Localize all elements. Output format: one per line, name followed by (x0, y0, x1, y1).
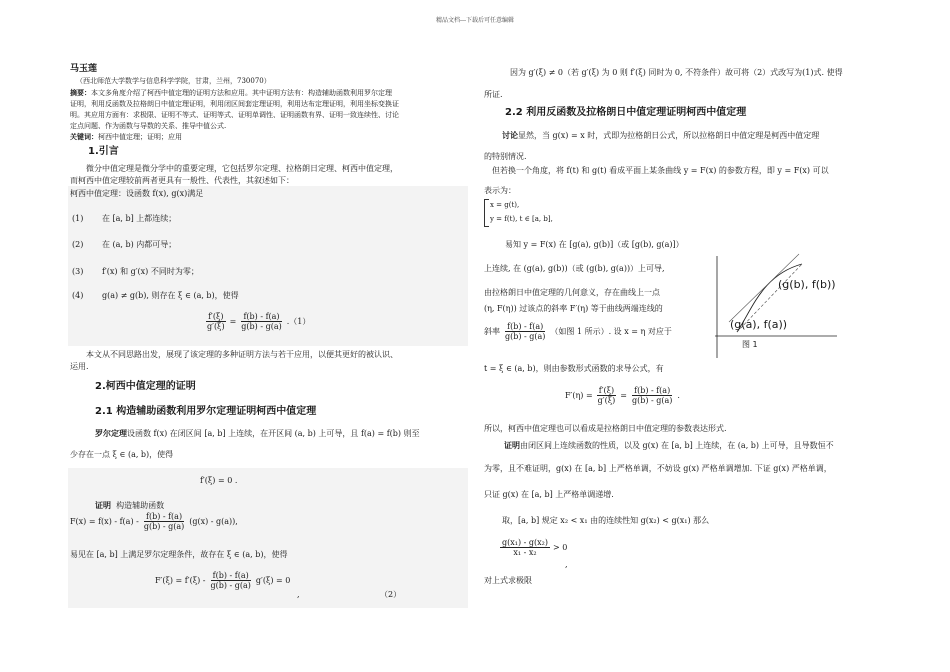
eq1-left-fraction: $\frac{f'(\xi)}{g'(\xi)}$ (207, 312, 225, 331)
intro-p1: 微分中值定理是微分学中的重要定理，它包括罗尔定理、拉格朗日定理、柯西中值定理， (86, 164, 398, 173)
section-2-2-title: 2.2 利用反函数及拉格朗日中值定理证明柯西中值定理 (505, 107, 747, 118)
right-p13: 为零，且不难证明，g(x) 在 [a, b] 上严格单调，不妨设 g(x) 严格单调增加. 下证 g(x) 严格单调， (484, 464, 832, 473)
discussion-line-3: 但若换一个角度，将 f(t) 和 g(t) 看成平面上某条曲线 y = F(x) 的参数方程，即 y = F(x) 可以 (492, 166, 829, 175)
abstract-line-2: 证明，利用反函数及拉格朗日中值定理证明，利用闭区间套定理证明，利用达布定理证明，利用坐标变换证 (70, 100, 399, 108)
condition-2: 在 (a, b) 内都可导； (102, 240, 177, 249)
inequality-comma: , (565, 560, 568, 569)
section-1-title: 1.引言 (88, 146, 119, 157)
discussion-line-1: 讨论显然，当 g(x) = x 时，式即为拉格朗日公式，所以拉格朗日中值定理是柯西中值定理 (502, 130, 820, 140)
rolle-line-2: 少存在一点 ξ ∈ (a, b)，使得 (70, 450, 174, 459)
section-2-title: 2.柯西中值定理的证明 (95, 381, 196, 392)
intro-p2: 而柯西中值定理较前两者更具有一般性、代表性，其叙述如下： (70, 176, 294, 185)
rolle-equation: f′(ξ) = 0 . (200, 476, 238, 485)
param-brace (484, 199, 489, 227)
figure-label-a: (g(a), f(a)) (730, 318, 788, 331)
abstract-line-1: 摘要：本文多角度介绍了柯西中值定理的证明方法和应用。其中证明方法有：构造辅助函数利用罗尔定理 (70, 88, 392, 97)
rolle-applies-text: 易见在 [a, b] 上满足罗尔定理条件，故存在 ξ ∈ (a, b)，使得 (70, 550, 288, 559)
right-p15: 取，[a, b] 规定 x₂ < x₁ 由的连续性知 g(x₂) < g(x₁) 那么 (502, 516, 710, 525)
right-p0: 因为 g′(ξ) ≠ 0（若 g′(ξ) 为 0 则 f′(ξ) 同时为 0, 不符条件）故可将（2）式改写为(1)式. 使得 (510, 68, 843, 77)
cauchy-theorem-statement: 柯西中值定理：设函数 f(x), g(x)满足 (70, 189, 204, 198)
page-header: 精品文档---下载后可任意编辑 (435, 17, 515, 24)
section-2-1-title: 2.1 构造辅助函数利用罗尔定理证明柯西中值定理 (95, 406, 317, 417)
condition-1: 在 [a, b] 上都连续； (102, 214, 177, 223)
right-p10: t = ξ ∈ (a, b)，则由参数形式函数的求导公式，有 (484, 364, 664, 373)
equation-2-tag: （2） (380, 590, 402, 599)
condition-2-number: (2) (72, 240, 84, 249)
proof-label-2: 证明 (504, 440, 520, 450)
right-p8: (η, F(η)) 过该点的斜率 F′(η) 等于曲线两端连线的 (484, 304, 663, 313)
discussion-line-4: 表示为： (484, 186, 516, 195)
param-eq-y: y = f(t), t ∈ [a, b], (490, 215, 553, 223)
condition-3-number: (3) (72, 267, 84, 276)
right-p16: 对上式求极限 (484, 576, 532, 585)
author: 马玉莲 (70, 64, 98, 74)
abstract-line-4: 定点问题、作为函数与导数的关系、推导中值公式. (70, 122, 227, 130)
discussion-label: 讨论 (502, 130, 518, 140)
param-eq-x: x = g(t), (490, 201, 520, 209)
right-p7: 由拉格朗日中值定理的几何意义，存在曲线上一点 (484, 288, 660, 297)
equation-2-comma: , (297, 590, 300, 599)
proof-label: 证明 (95, 500, 111, 510)
intro-p4: 运用. (70, 362, 89, 371)
intro-p3: 本文从不同思路出发，展现了该定理的多种证明方法与若干应用，以便其更好的被认识、 (86, 350, 398, 359)
rolle-line-1: 罗尔定理设函数 f(x) 在闭区间 [a, b] 上连续，在开区间 (a, b) 上可导，且 f(a) = f(b) 则至 (95, 428, 420, 438)
figure-1 (707, 250, 842, 360)
equation-1: $\frac{f'(\xi)}{g'(\xi)}$ = $\frac{f(b) - f(a)}{g(b) - g(a)}$ .（1） (207, 312, 311, 331)
figure-1-graphic (707, 250, 842, 360)
right-p14: 只证 g(x) 在 [a, b] 上严格单调递增. (484, 490, 614, 499)
right-p6: 上连续, 在 (g(a), g(b))（或 (g(b), g(a))）上可导, (484, 264, 665, 273)
equation-1-tag: .（1） (286, 317, 311, 326)
condition-4: g(a) ≠ g(b), 则存在 ξ ∈ (a, b)，使得 (102, 291, 239, 300)
eq1-right-fraction: $\frac{f(b) - f(a)}{g(b) - g(a)}$ (241, 312, 282, 331)
abstract-label: 摘要： (70, 88, 91, 97)
condition-3: f′(x) 和 g′(x) 不同时为零； (102, 267, 199, 276)
rolle-label: 罗尔定理 (95, 428, 127, 438)
parametric-derivative-equation: F′(η) = $\frac{f'(\xi)}{g'(\xi)}$ = $\frac{f(b) - f(a)}{g(b) - g(a)}$ . (565, 386, 680, 405)
affiliation: （西北师范大学数学与信息科学学院，甘肃，兰州，730070） (76, 77, 271, 85)
right-p5: 易知 y = F(x) 在 [g(a), g(b)]（或 [g(b), g(a)]） (505, 240, 684, 249)
right-p11: 所以，柯西中值定理也可以看成是拉格朗日中值定理的参数表达形式. (484, 424, 727, 433)
condition-1-number: (1) (72, 214, 84, 223)
figure-caption: 图 1 (742, 340, 758, 349)
slope-line: 斜率 $\frac{f(b) - f(a)}{g(b) - g(a)}$ （如图 1 所示）. 设 x = η 对应于 (484, 322, 672, 341)
monotonic-inequality: $\frac{\text{g(x₁) - g(x₂)}}{\text{x₁ - x₂}}$ > 0 (502, 538, 568, 557)
right-p0b: 所证. (484, 90, 503, 99)
proof-intro: 证明 构造辅助函数 (95, 500, 165, 510)
keywords: 关键词：柯西中值定理；证明；应用 (70, 132, 182, 141)
auxiliary-function-equation: F(x) = f(x) - f(a) - $\frac{f(b) - f(a)}{g(b) - g(a)}$ (g(x) - g(a)), (70, 512, 238, 531)
discussion-line-2: 的特别情况. (484, 152, 527, 161)
right-p12: 证明由闭区间上连续函数的性质，以及 g(x) 在 [a, b] 上连续，在 (a, b) 上可导，且导数恒不 (504, 440, 834, 450)
condition-4-number: (4) (72, 291, 84, 300)
abstract-line-3: 明。其应用方面有：求极限、证明不等式、证明等式、证明单调性、证明函数有界、证明一致连续性、讨论 (70, 111, 399, 119)
keywords-label: 关键词： (70, 132, 98, 141)
figure-label-b: (g(b), f(b)) (778, 278, 836, 291)
equation-2: F′(ξ) = f′(ξ) - $\frac{f(b) - f(a)}{g(b) - g(a)}$ g′(ξ) = 0 (155, 571, 291, 590)
